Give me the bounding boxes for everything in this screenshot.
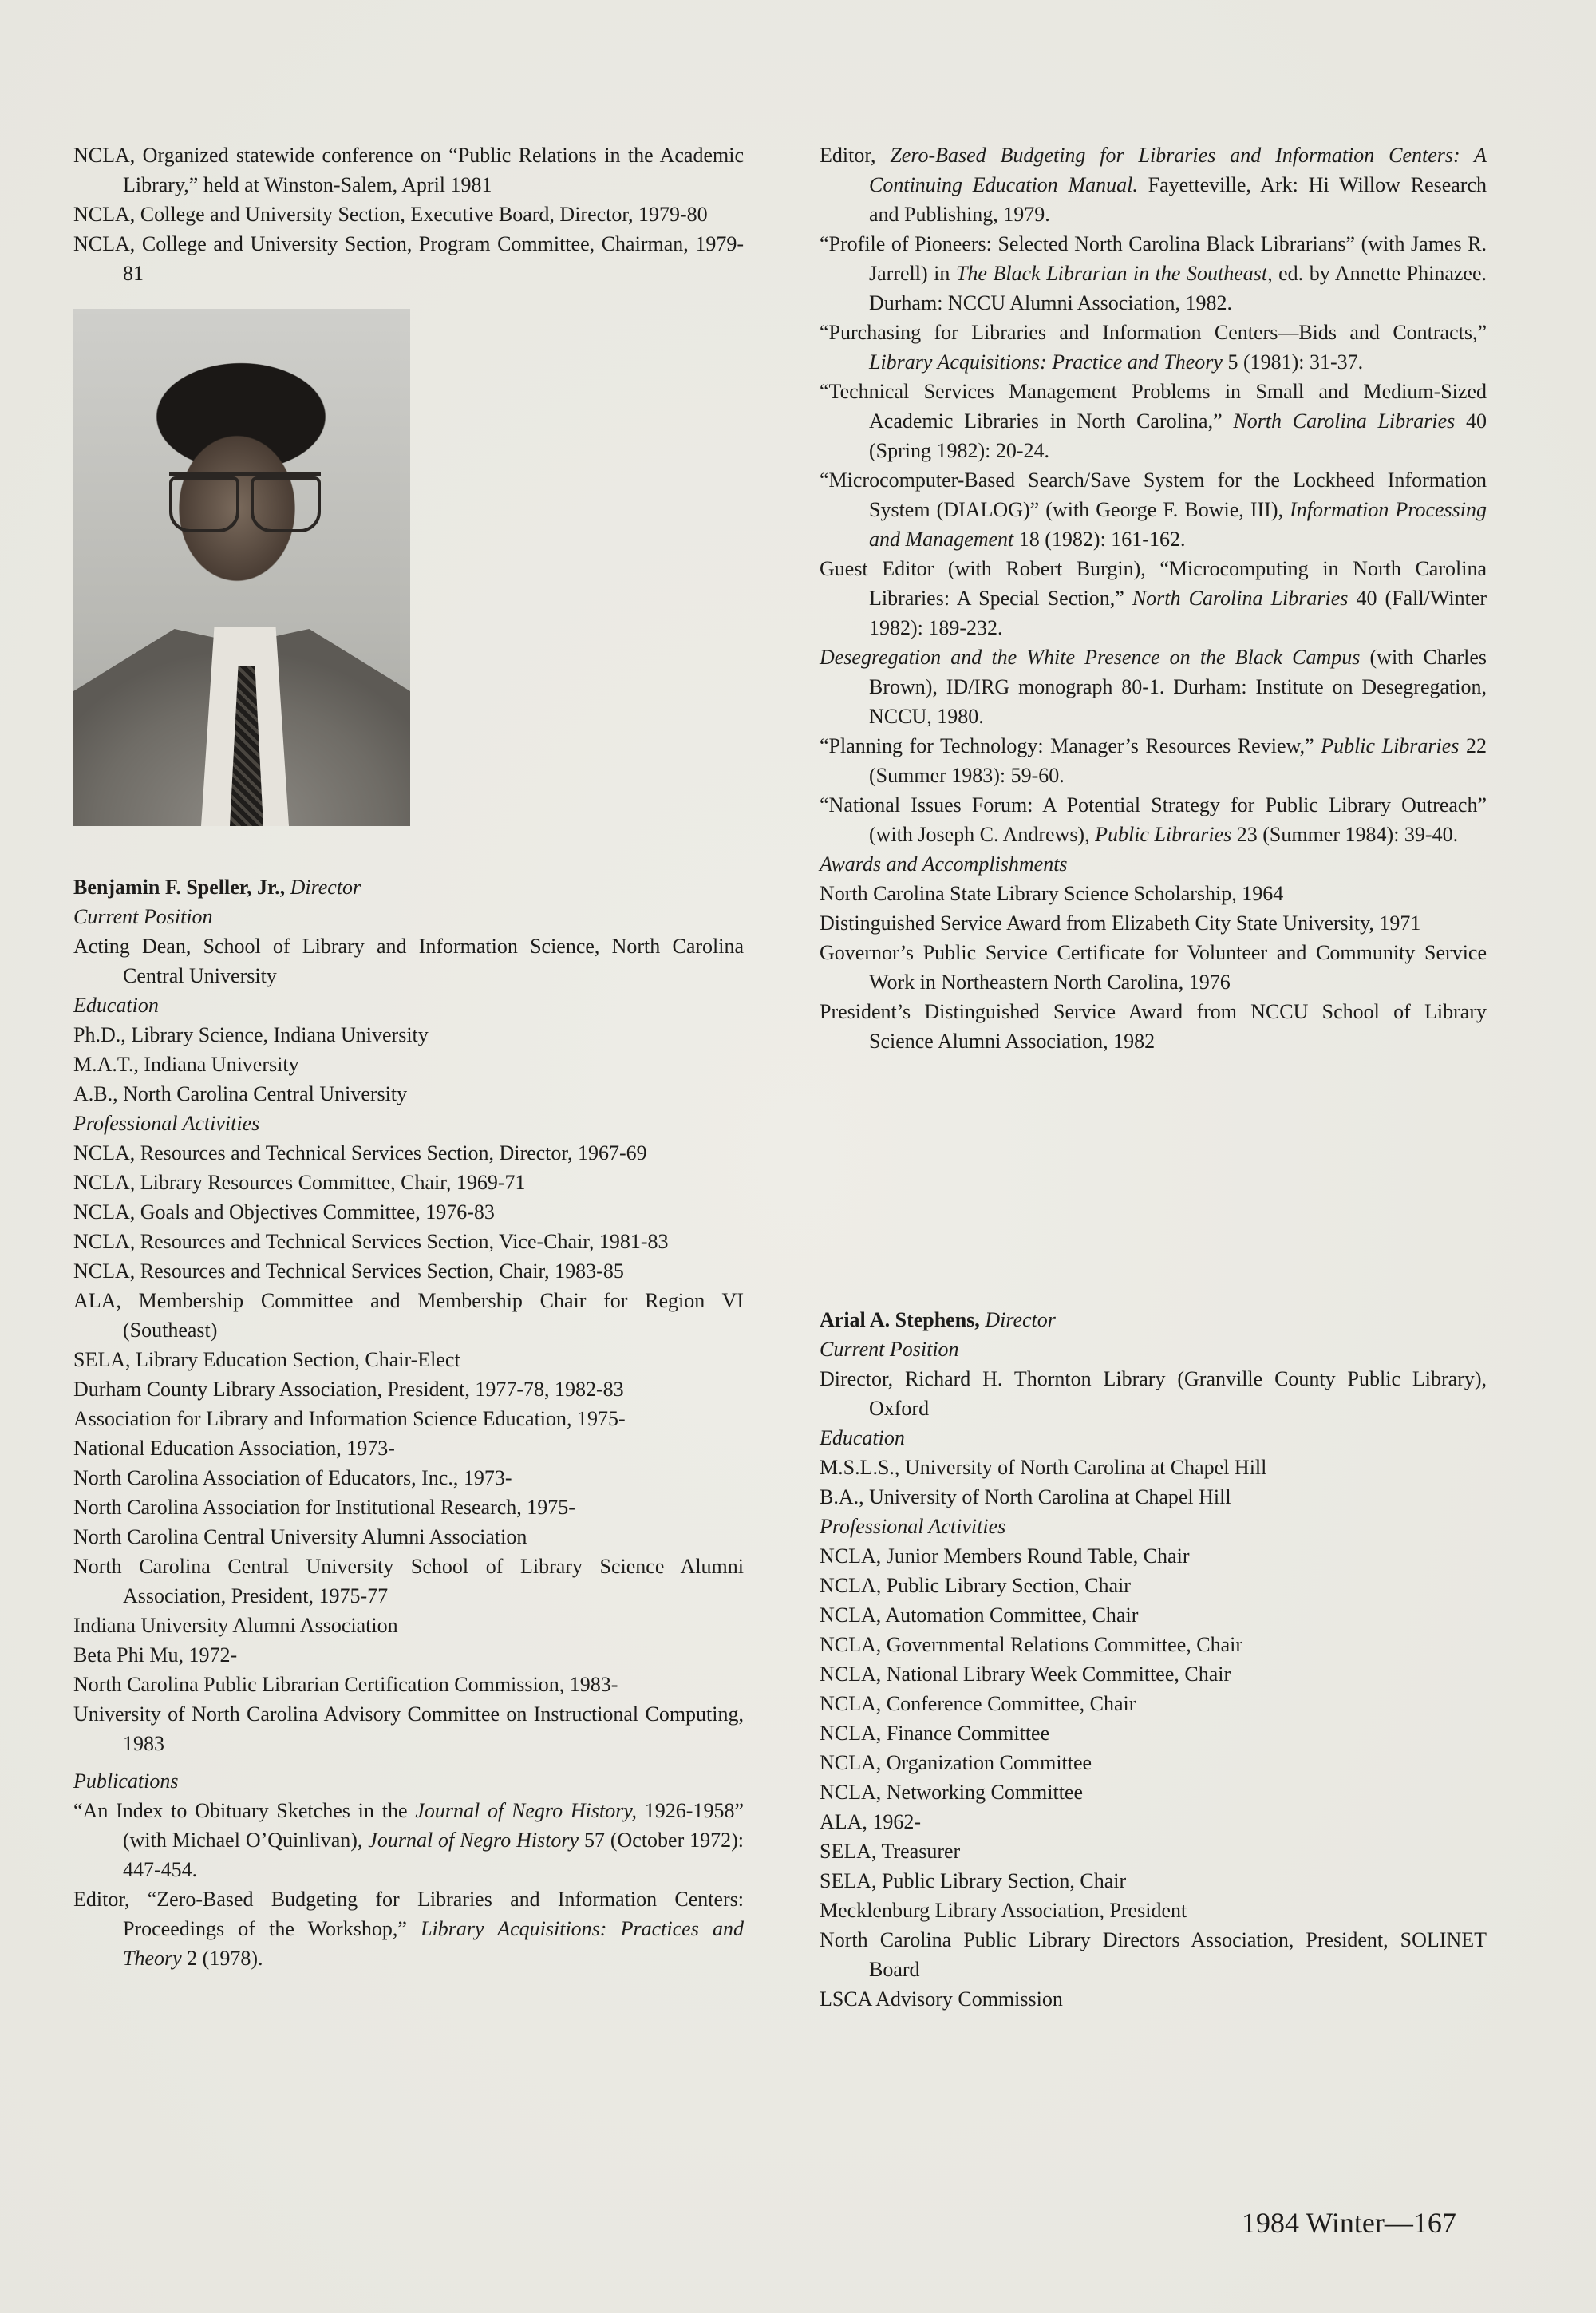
section-heading: Education [820,1426,905,1449]
list-item: SELA, Public Library Section, Chair [820,1869,1127,1892]
list-item: NCLA, Resources and Technical Services Section, Director, 1967-69 [73,1141,647,1164]
list-item: Director, Richard H. Thornton Library (Granville County Public Library), Oxford [820,1367,1487,1420]
column-gap [820,1056,1487,1305]
list-item: Mecklenburg Library Association, President [820,1899,1187,1922]
list-item: SELA, Treasurer [820,1840,961,1863]
list-item: Governor’s Public Service Certificate for Volunteer and Community Service Work in Northeastern North Carolina, 1976 [820,941,1487,994]
list-item: North Carolina Association for Institutional Research, 1975- [73,1496,575,1519]
left-column [73,140,744,1973]
list-item: National Education Association, 1973- [73,1437,395,1460]
portrait-photo [73,309,410,826]
list-item: North Carolina Public Library Directors Association, President, SOLINET Board [820,1928,1487,1981]
list-item: North Carolina Public Librarian Certification Commission, 1983- [73,1673,618,1696]
list-item: SELA, Library Education Section, Chair-Elect [73,1348,460,1371]
list-item: NCLA, Organized statewide conference on “Public Relations in the Academic Library,” held at Winston-Salem, April 1981 [73,144,744,196]
list-item: NCLA, Governmental Relations Committee, Chair [820,1633,1243,1656]
right-column [820,140,1487,2014]
list-item: NCLA, Goals and Objectives Committee, 1976-83 [73,1200,495,1224]
list-item: NCLA, Finance Committee [820,1722,1050,1745]
publication-entry: “Technical Services Management Problems in Small and Medium-Sized Academic Libraries in North Carolina,” North Carolina Libraries 40 (Spring 1982): 20-24. [820,380,1487,462]
list-item: Association for Library and Information Science Education, 1975- [73,1407,626,1430]
section-heading: Current Position [73,905,213,928]
section-heading: Awards and Accomplishments [820,852,1068,876]
list-item: NCLA, National Library Week Committee, Chair [820,1663,1231,1686]
publication-entry: “An Index to Obituary Sketches in the Journal of Negro History, 1926-1958” (with Michael O’Quinlivan), Journal of Negro History 57 (October 1972): 447-454. [73,1799,744,1881]
list-item: North Carolina Central University Alumni Association [73,1525,527,1548]
list-item: Indiana University Alumni Association [73,1614,398,1637]
publication-entry: Editor, Zero-Based Budgeting for Libraries and Information Centers: A Continuing Education Manual. Fayetteville, Ark: Hi Willow Research and Publishing, 1979. [820,144,1487,226]
publication-entry: “Purchasing for Libraries and Information Centers—Bids and Contracts,” Library Acquisitions: Practice and Theory 5 (1981): 31-37. [820,321,1487,374]
list-item: B.A., University of North Carolina at Chapel Hill [820,1485,1231,1508]
section-heading: Current Position [820,1338,959,1361]
section-heading: Publications [73,1769,179,1793]
list-item: North Carolina Association of Educators, Inc., 1973- [73,1466,512,1489]
list-item: NCLA, Automation Committee, Chair [820,1603,1139,1627]
list-item: LSCA Advisory Commission [820,1987,1063,2011]
section-heading: Professional Activities [73,1112,260,1135]
publication-entry: “Profile of Pioneers: Selected North Carolina Black Librarians” (with James R. Jarrell) in The Black Librarian in the Southeast, ed. by Annette Phinazee. Durham: NCCU Alumni Association, 1982. [820,232,1487,314]
person-name-speller: Benjamin F. Speller, Jr., Director [73,876,361,899]
list-item: M.A.T., Indiana University [73,1053,299,1076]
list-item: Durham County Library Association, President, 1977-78, 1982-83 [73,1378,624,1401]
list-item: ALA, 1962- [820,1810,922,1833]
list-item: NCLA, College and University Section, Program Committee, Chairman, 1979-81 [73,232,744,285]
section-heading: Professional Activities [820,1515,1006,1538]
publication-entry: Guest Editor (with Robert Burgin), “Microcomputing in North Carolina Libraries: A Special Section,” North Carolina Libraries 40 (Fall/Winter 1982): 189-232. [820,557,1487,639]
publication-entry: “Planning for Technology: Manager’s Resources Review,” Public Libraries 22 (Summer 1983): 59-60. [820,734,1487,787]
list-item: M.S.L.S., University of North Carolina at Chapel Hill [820,1456,1267,1479]
list-item: University of North Carolina Advisory Committee on Instructional Computing, 1983 [73,1702,744,1755]
list-item: NCLA, Resources and Technical Services Section, Vice-Chair, 1981-83 [73,1230,669,1253]
list-item: President’s Distinguished Service Award from NCCU School of Library Science Alumni Association, 1982 [820,1000,1487,1053]
list-item: NCLA, College and University Section, Executive Board, Director, 1979-80 [73,203,708,226]
list-item: A.B., North Carolina Central University [73,1082,408,1105]
list-item: NCLA, Library Resources Committee, Chair, 1969-71 [73,1171,526,1194]
publication-entry: Editor, “Zero-Based Budgeting for Libraries and Information Centers: Proceedings of the Workshop,” Library Acquisitions: Practices and Theory 2 (1978). [73,1888,745,1970]
list-item: North Carolina State Library Science Scholarship, 1964 [820,882,1284,905]
list-item: North Carolina Central University School of Library Science Alumni Association, President, 1975-77 [73,1555,744,1607]
list-item: NCLA, Organization Committee [820,1751,1092,1774]
list-item: ALA, Membership Committee and Membership Chair for Region VI (Southeast) [73,1289,744,1342]
list-item: NCLA, Junior Members Round Table, Chair [820,1544,1190,1568]
section-heading: Education [73,994,159,1017]
list-item: Acting Dean, School of Library and Information Science, North Carolina Central University [73,935,744,987]
list-item: Beta Phi Mu, 1972- [73,1643,238,1667]
publication-entry: “Microcomputer-Based Search/Save System for the Lockheed Information System (DIALOG)” (with George F. Bowie, III), Information Processing and Management 18 (1982): 161-162. [820,469,1487,551]
list-item: Distinguished Service Award from Elizabeth City State University, 1971 [820,911,1421,935]
page-number: 1984 Winter—167 [1242,2207,1456,2239]
list-item: NCLA, Public Library Section, Chair [820,1574,1131,1597]
list-item: NCLA, Networking Committee [820,1781,1084,1804]
publication-entry: Desegregation and the White Presence on the Black Campus (with Charles Brown), ID/IRG monograph 80-1. Durham: Institute on Desegregation, NCCU, 1980. [820,646,1487,728]
person-name-stephens: Arial A. Stephens, Director [820,1308,1056,1331]
list-item: Ph.D., Library Science, Indiana University [73,1023,429,1046]
list-item: NCLA, Conference Committee, Chair [820,1692,1136,1715]
publication-entry: “National Issues Forum: A Potential Strategy for Public Library Outreach” (with Joseph C. Andrews), Public Libraries 23 (Summer 1984): 39-40. [820,793,1487,846]
list-item: NCLA, Resources and Technical Services Section, Chair, 1983-85 [73,1259,624,1283]
